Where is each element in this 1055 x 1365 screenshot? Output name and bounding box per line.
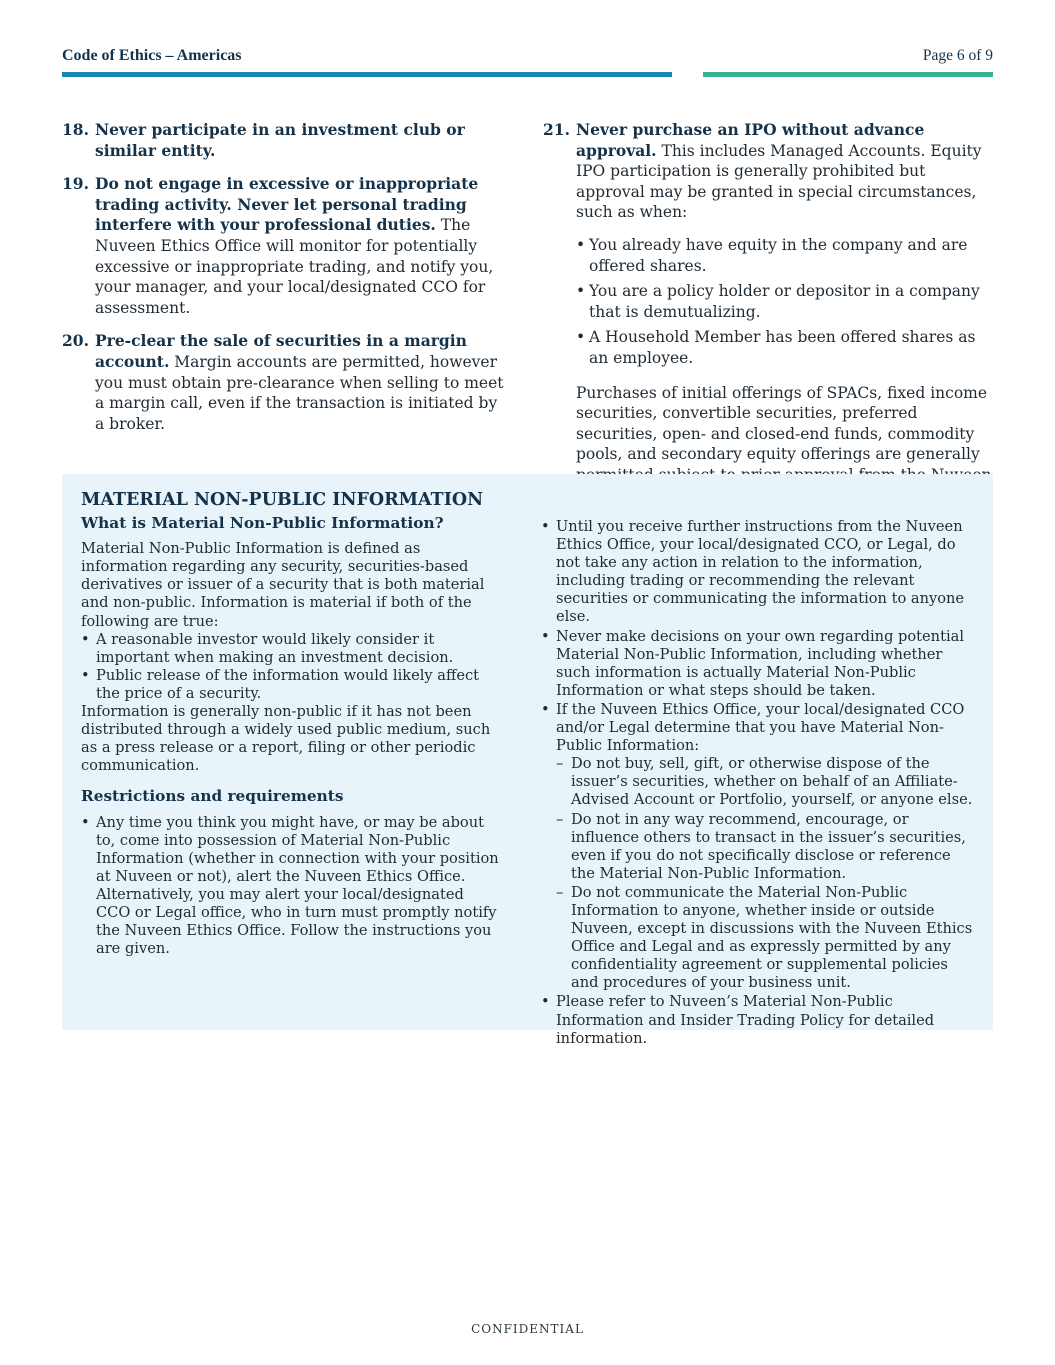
page-number: Page 6 of 9 — [922, 47, 993, 64]
item-body: The Nuveen Ethics Office will monitor for potentially excessive or inappropriate trading, and notify you, your manager, and your local/designated CCO for assessment. — [95, 216, 494, 317]
rule-item-19 — [62, 174, 507, 318]
confidential-footer: CONFIDENTIAL — [471, 1322, 584, 1336]
left-column — [62, 120, 507, 447]
item-heading: Never purchase an IPO without advance approval. — [576, 120, 925, 160]
item-number: 20. — [62, 331, 89, 351]
header-rule-blue — [62, 72, 672, 77]
list-item: – Do not in any way recommend, encourage, or influence others to transact in the issuer’s securities, even if you do not specifically disclose or reference the Material Non-Public Information. — [556, 811, 976, 883]
restrictions-list-right — [541, 518, 976, 1048]
item-number: 19. — [62, 174, 89, 194]
list-item: – Do not buy, sell, gift, or otherwise dispose of the issuer’s securities, whether on behalf of an Affiliate-Advised Account or Portfolio, yourself, or anyone else. — [556, 755, 976, 809]
mnpi-prohibitions-list — [556, 755, 976, 992]
list-item: • You are a policy holder or depositor in a company that is demutualizing. — [576, 281, 995, 322]
mnpi-definition: Material Non-Public Information is defined as information regarding any security, securities-based derivatives or issuer of a security that is both material and non-public. Information is material if both of the following are true: — [81, 540, 485, 630]
mnpi-right-column — [541, 518, 976, 1049]
list-item: • Public release of the information would likely affect the price of a security. — [81, 667, 501, 703]
mnpi-left-column — [81, 491, 501, 958]
list-item: • Please refer to Nuveen’s Material Non-Public Information and Insider Trading Policy for detailed information. — [541, 993, 976, 1047]
header-rule-green — [703, 72, 993, 77]
restrictions-heading: Restrictions and requirements — [81, 787, 344, 806]
right-column — [543, 120, 995, 519]
item-body: Margin accounts are permitted, however you must obtain pre-clearance when selling to meet a margin call, even if the transaction is initiated by a broker. — [95, 352, 504, 433]
document-title: Code of Ethics – Americas — [62, 47, 242, 64]
list-item: • Until you receive further instructions from the Nuveen Ethics Office, your local/designated CCO, or Legal, do not take any action in relation to the information, including trading or recommending the relevant securities or communicating the information to anyone else. — [541, 518, 976, 627]
ipo-note: Purchases of initial offerings of SPACs, fixed income securities, convertible securities, preferred securities, open- and closed-end funds, commodity pools, and secondary equity offerings are generally — [576, 383, 988, 464]
rule-item-21 — [543, 120, 995, 506]
materiality-list — [81, 631, 501, 703]
list-item: • Never make decisions on your own regarding potential Material Non-Public Information, including whether such information is actually Material Non-Public Information or what steps should be taken. — [541, 628, 976, 700]
rule-item-18 — [62, 120, 507, 161]
list-item: • Any time you think you might have, or may be about to, come into possession of Material Non-Public Information (whether in connection with your position at Nuveen or not), alert the Nuveen Ethics Office. Alternatively, you may alert your local/designated CCO or Legal office, who in turn must promptly notify the Nuveen Ethics Office. Follow the instructions you are given. — [81, 814, 501, 959]
nonpublic-definition: Information is generally non-public if it has not been distributed through a widely used public medium, such as a press release or a report, filing or other periodic communication. — [81, 703, 491, 775]
item-number: 18. — [62, 120, 89, 139]
list-item: • A Household Member has been offered shares as an employee. — [576, 327, 995, 368]
item-number: 21. — [543, 120, 570, 139]
item-heading: Never participate in an investment club or similar entity. — [95, 120, 465, 160]
list-item — [541, 701, 976, 993]
list-item-text: If the Nuveen Ethics Office, your local/designated CCO and/or Legal determine that you have Material Non-Public Information: — [556, 700, 965, 755]
item-body: This includes Managed Accounts. Equity IPO participation is generally prohibited but approval may be granted in special circumstances, such as when: — [576, 141, 982, 222]
restrictions-list-left — [81, 814, 501, 959]
item-heading: Do not engage in excessive or inappropriate trading activity. Never let personal trading interfere with your professional duties. — [95, 174, 479, 235]
item-heading: Pre-clear the sale of securities in a margin account. — [95, 331, 467, 371]
mnpi-heading: MATERIAL NON-PUBLIC INFORMATION — [81, 490, 484, 510]
list-item: • You already have equity in the company and are offered shares. — [576, 235, 995, 276]
list-item: • A reasonable investor would likely consider it important when making an investment decision. — [81, 631, 501, 667]
mnpi-what-heading: What is Material Non-Public Information? — [81, 514, 444, 533]
list-item: – Do not communicate the Material Non-Public Information to anyone, whether inside or outside Nuveen, except in discussions with the Nuveen Ethics Office and Legal and as expressly permitted by any confidentiality agreement or supplemental policies and procedures of your business unit. — [556, 884, 976, 993]
ipo-exception-list — [576, 235, 995, 369]
mnpi-panel — [62, 474, 993, 1047]
rule-item-20 — [62, 331, 507, 434]
